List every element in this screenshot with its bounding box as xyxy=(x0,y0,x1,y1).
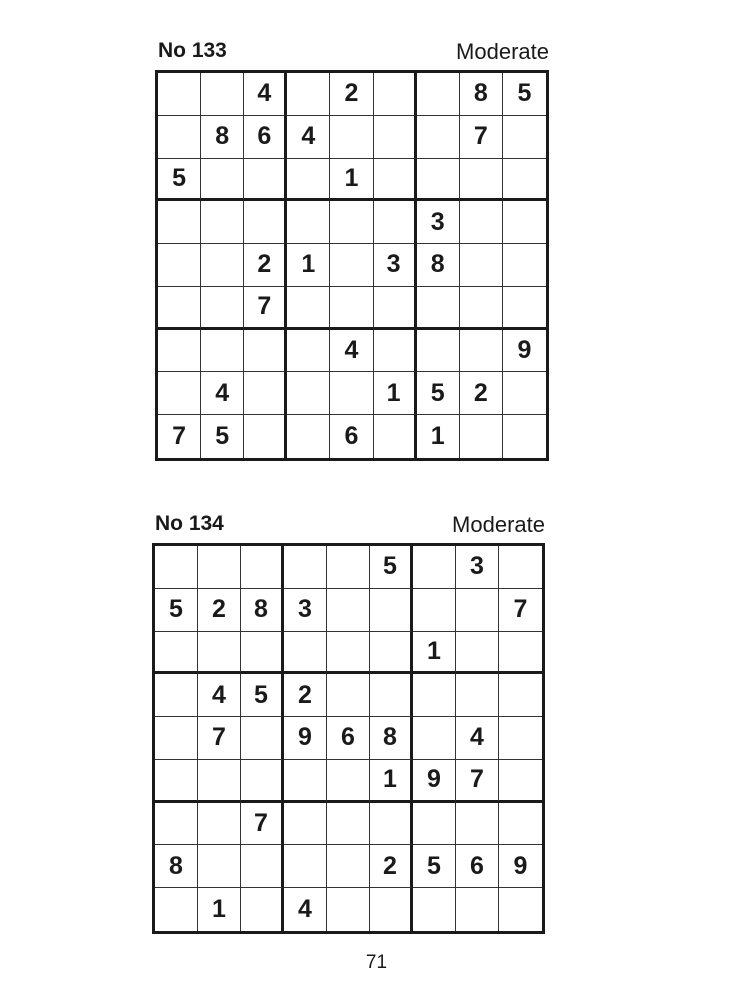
sudoku-cell[interactable] xyxy=(456,888,499,931)
sudoku-cell[interactable] xyxy=(330,116,373,159)
sudoku-cell[interactable] xyxy=(413,674,456,717)
sudoku-cell[interactable] xyxy=(158,201,201,244)
sudoku-cell[interactable]: 3 xyxy=(284,589,327,632)
sudoku-cell[interactable] xyxy=(287,201,330,244)
sudoku-cell[interactable]: 4 xyxy=(330,330,373,373)
puzzle-header xyxy=(152,509,545,543)
sudoku-cell[interactable] xyxy=(155,674,198,717)
sudoku-cell[interactable] xyxy=(284,760,327,803)
sudoku-cell[interactable] xyxy=(201,244,244,287)
sudoku-cell[interactable] xyxy=(330,372,373,415)
sudoku-cell[interactable] xyxy=(201,73,244,116)
sudoku-cell[interactable] xyxy=(456,803,499,846)
sudoku-cell[interactable]: 4 xyxy=(198,674,241,717)
page-number: 71 xyxy=(365,952,388,973)
sudoku-cell[interactable]: 9 xyxy=(284,717,327,760)
sudoku-cell[interactable] xyxy=(370,888,413,931)
sudoku-cell[interactable] xyxy=(327,546,370,589)
sudoku-cell[interactable]: 4 xyxy=(244,73,287,116)
sudoku-cell[interactable] xyxy=(201,201,244,244)
sudoku-cell[interactable]: 5 xyxy=(413,845,456,888)
sudoku-cell[interactable] xyxy=(244,415,287,458)
sudoku-cell[interactable] xyxy=(417,159,460,202)
sudoku-cell[interactable] xyxy=(503,116,546,159)
sudoku-cell[interactable] xyxy=(413,717,456,760)
sudoku-cell[interactable] xyxy=(241,760,284,803)
sudoku-cell[interactable] xyxy=(374,159,417,202)
sudoku-cell[interactable] xyxy=(499,674,542,717)
puzzle-difficulty: Moderate xyxy=(456,39,549,64)
sudoku-cell[interactable] xyxy=(201,287,244,330)
sudoku-cell[interactable]: 2 xyxy=(460,372,503,415)
sudoku-cell[interactable] xyxy=(284,546,327,589)
puzzle-header xyxy=(155,36,549,70)
sudoku-cell[interactable]: 1 xyxy=(287,244,330,287)
sudoku-cell[interactable] xyxy=(284,803,327,846)
sudoku-cell[interactable] xyxy=(158,287,201,330)
sudoku-cell[interactable] xyxy=(503,244,546,287)
sudoku-cell[interactable] xyxy=(370,803,413,846)
sudoku-cell[interactable]: 2 xyxy=(198,589,241,632)
sudoku-cell[interactable] xyxy=(287,330,330,373)
sudoku-cell[interactable] xyxy=(327,803,370,846)
sudoku-cell[interactable] xyxy=(327,845,370,888)
sudoku-cell[interactable]: 5 xyxy=(201,415,244,458)
sudoku-cell[interactable]: 2 xyxy=(244,244,287,287)
sudoku-cell[interactable] xyxy=(284,632,327,675)
sudoku-cell[interactable] xyxy=(198,632,241,675)
sudoku-cell[interactable] xyxy=(499,717,542,760)
sudoku-cell[interactable] xyxy=(327,674,370,717)
sudoku-cell[interactable] xyxy=(287,159,330,202)
sudoku-cell[interactable] xyxy=(413,888,456,931)
puzzle-title: No 133 xyxy=(158,39,227,62)
sudoku-cell[interactable]: 9 xyxy=(413,760,456,803)
sudoku-cell[interactable]: 7 xyxy=(456,760,499,803)
sudoku-cell[interactable]: 9 xyxy=(503,330,546,373)
sudoku-cell[interactable] xyxy=(460,330,503,373)
sudoku-cell[interactable] xyxy=(241,845,284,888)
sudoku-cell[interactable]: 4 xyxy=(284,888,327,931)
sudoku-cell[interactable] xyxy=(370,632,413,675)
sudoku-cell[interactable] xyxy=(503,201,546,244)
sudoku-cell[interactable]: 1 xyxy=(374,372,417,415)
sudoku-cell[interactable] xyxy=(417,73,460,116)
sudoku-cell[interactable] xyxy=(158,244,201,287)
sudoku-cell[interactable] xyxy=(374,415,417,458)
sudoku-cell[interactable] xyxy=(370,589,413,632)
sudoku-cell[interactable] xyxy=(417,116,460,159)
sudoku-cell[interactable]: 7 xyxy=(244,287,287,330)
sudoku-cell[interactable] xyxy=(503,415,546,458)
sudoku-cell[interactable]: 9 xyxy=(499,845,542,888)
sudoku-cell[interactable] xyxy=(413,546,456,589)
sudoku-cell[interactable] xyxy=(198,803,241,846)
sudoku-cell[interactable] xyxy=(198,845,241,888)
sudoku-cell[interactable] xyxy=(287,415,330,458)
sudoku-cell[interactable] xyxy=(155,632,198,675)
sudoku-cell[interactable]: 6 xyxy=(330,415,373,458)
sudoku-cell[interactable] xyxy=(370,674,413,717)
sudoku-cell[interactable] xyxy=(241,717,284,760)
sudoku-cell[interactable] xyxy=(330,287,373,330)
sudoku-cell[interactable] xyxy=(284,845,327,888)
sudoku-cell[interactable] xyxy=(244,330,287,373)
sudoku-cell[interactable]: 1 xyxy=(330,159,373,202)
sudoku-cell[interactable] xyxy=(456,632,499,675)
sudoku-cell[interactable]: 6 xyxy=(456,845,499,888)
sudoku-cell[interactable] xyxy=(327,632,370,675)
sudoku-cell[interactable]: 5 xyxy=(241,674,284,717)
sudoku-cell[interactable] xyxy=(158,73,201,116)
sudoku-cell[interactable]: 3 xyxy=(374,244,417,287)
sudoku-cell[interactable] xyxy=(327,760,370,803)
sudoku-cell[interactable]: 7 xyxy=(241,803,284,846)
sudoku-puzzle-134 xyxy=(152,509,545,934)
sudoku-cell[interactable] xyxy=(155,546,198,589)
sudoku-cell[interactable] xyxy=(460,415,503,458)
sudoku-cell[interactable]: 1 xyxy=(198,888,241,931)
sudoku-cell[interactable]: 8 xyxy=(370,717,413,760)
sudoku-cell[interactable] xyxy=(327,888,370,931)
sudoku-cell[interactable] xyxy=(155,888,198,931)
sudoku-cell[interactable]: 6 xyxy=(244,116,287,159)
sudoku-cell[interactable] xyxy=(241,546,284,589)
sudoku-cell[interactable]: 7 xyxy=(198,717,241,760)
sudoku-cell[interactable] xyxy=(244,159,287,202)
sudoku-cell[interactable] xyxy=(460,159,503,202)
sudoku-cell[interactable]: 6 xyxy=(327,717,370,760)
sudoku-cell[interactable]: 1 xyxy=(370,760,413,803)
sudoku-cell[interactable] xyxy=(198,760,241,803)
sudoku-cell[interactable]: 8 xyxy=(201,116,244,159)
sudoku-cell[interactable]: 8 xyxy=(155,845,198,888)
sudoku-cell[interactable] xyxy=(241,632,284,675)
sudoku-cell[interactable] xyxy=(327,589,370,632)
sudoku-cell[interactable]: 8 xyxy=(241,589,284,632)
sudoku-cell[interactable] xyxy=(503,372,546,415)
sudoku-cell[interactable] xyxy=(460,201,503,244)
sudoku-cell[interactable] xyxy=(413,803,456,846)
sudoku-cell[interactable]: 8 xyxy=(460,73,503,116)
sudoku-cell[interactable] xyxy=(244,201,287,244)
sudoku-cell[interactable] xyxy=(499,803,542,846)
sudoku-cell[interactable] xyxy=(241,888,284,931)
sudoku-cell[interactable] xyxy=(330,201,373,244)
sudoku-cell[interactable]: 2 xyxy=(284,674,327,717)
sudoku-puzzle-133 xyxy=(155,36,549,461)
sudoku-cell[interactable] xyxy=(499,888,542,931)
sudoku-cell[interactable]: 7 xyxy=(460,116,503,159)
sudoku-cell[interactable]: 3 xyxy=(456,546,499,589)
sudoku-grid xyxy=(155,70,549,461)
sudoku-cell[interactable] xyxy=(460,244,503,287)
sudoku-cell[interactable]: 8 xyxy=(417,244,460,287)
sudoku-cell[interactable] xyxy=(417,287,460,330)
sudoku-cell[interactable]: 5 xyxy=(370,546,413,589)
sudoku-cell[interactable]: 4 xyxy=(201,372,244,415)
sudoku-cell[interactable] xyxy=(158,116,201,159)
sudoku-cell[interactable] xyxy=(374,116,417,159)
sudoku-cell[interactable] xyxy=(374,201,417,244)
sudoku-cell[interactable] xyxy=(201,159,244,202)
sudoku-cell[interactable] xyxy=(287,287,330,330)
sudoku-cell[interactable] xyxy=(460,287,503,330)
sudoku-cell[interactable] xyxy=(158,330,201,373)
sudoku-cell[interactable]: 2 xyxy=(370,845,413,888)
sudoku-cell[interactable] xyxy=(158,372,201,415)
sudoku-cell[interactable]: 5 xyxy=(155,589,198,632)
sudoku-cell[interactable]: 3 xyxy=(417,201,460,244)
sudoku-cell[interactable] xyxy=(503,287,546,330)
sudoku-cell[interactable]: 1 xyxy=(413,632,456,675)
sudoku-cell[interactable] xyxy=(155,803,198,846)
sudoku-cell[interactable] xyxy=(456,589,499,632)
sudoku-cell[interactable]: 5 xyxy=(158,159,201,202)
sudoku-cell[interactable] xyxy=(201,330,244,373)
sudoku-cell[interactable] xyxy=(374,287,417,330)
sudoku-cell[interactable] xyxy=(155,760,198,803)
sudoku-cell[interactable] xyxy=(374,330,417,373)
sudoku-cell[interactable]: 7 xyxy=(499,589,542,632)
sudoku-cell[interactable] xyxy=(287,372,330,415)
sudoku-cell[interactable] xyxy=(417,330,460,373)
sudoku-cell[interactable] xyxy=(374,73,417,116)
sudoku-cell[interactable]: 5 xyxy=(503,73,546,116)
sudoku-cell[interactable] xyxy=(330,244,373,287)
sudoku-cell[interactable]: 7 xyxy=(158,415,201,458)
sudoku-cell[interactable]: 2 xyxy=(330,73,373,116)
sudoku-cell[interactable]: 1 xyxy=(417,415,460,458)
sudoku-cell[interactable] xyxy=(155,717,198,760)
sudoku-cell[interactable] xyxy=(413,589,456,632)
sudoku-grid xyxy=(152,543,545,934)
sudoku-cell[interactable] xyxy=(499,632,542,675)
sudoku-cell[interactable] xyxy=(244,372,287,415)
sudoku-cell[interactable]: 4 xyxy=(287,116,330,159)
sudoku-cell[interactable] xyxy=(499,760,542,803)
sudoku-cell[interactable] xyxy=(456,674,499,717)
sudoku-cell[interactable]: 5 xyxy=(417,372,460,415)
puzzle-title: No 134 xyxy=(155,512,224,535)
sudoku-cell[interactable] xyxy=(499,546,542,589)
sudoku-cell[interactable] xyxy=(503,159,546,202)
sudoku-cell[interactable] xyxy=(198,546,241,589)
sudoku-cell[interactable]: 4 xyxy=(456,717,499,760)
puzzle-difficulty: Moderate xyxy=(452,512,545,537)
sudoku-cell[interactable] xyxy=(287,73,330,116)
